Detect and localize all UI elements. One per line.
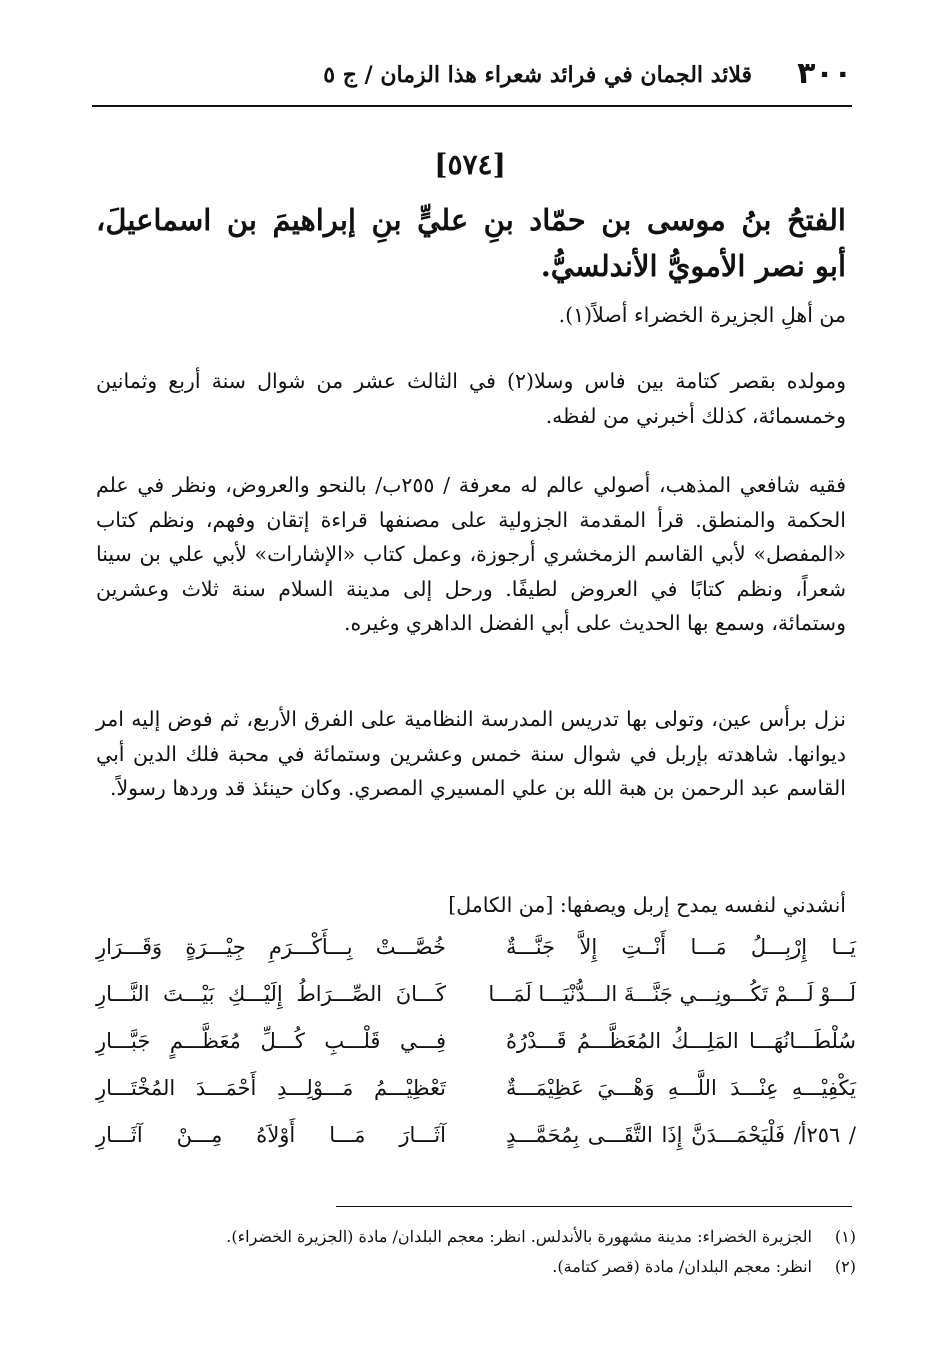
verse-line — [96, 1123, 856, 1167]
poem — [96, 935, 856, 1175]
entry-title-line-1: الفتحُ بنُ موسى بن حمّاد بنِ عليٍّ بنِ إبراهيمَ بن اسماعيلَ، — [96, 203, 846, 237]
footnote-mark: (١) — [834, 1227, 856, 1246]
verse-first-hemistich: / ٢٥٦أ/ فَلْيَحْمَـــدَنَّ إِذَا التَّقَـــى بِمُحَمَّـــدٍ — [506, 1123, 856, 1147]
verse-second-hemistich: تَعْظِيْـــمُ مَـــوْلِـــدِ أَحْمَـــدَ المُخْتَـــارِ — [96, 1076, 446, 1100]
entry-number: [٥٧٤] — [434, 148, 506, 181]
running-title: قلائد الجمان في فرائد شعراء هذا الزمان / ج ٥ — [323, 62, 752, 88]
footnotes — [96, 1222, 856, 1282]
footnote-text: الجزيرة الخضراء: مدينة مشهورة بالأندلس. انظر: معجم البلدان/ مادة (الجزيرة الخضراء). — [226, 1227, 812, 1246]
verse-line — [96, 1029, 856, 1073]
verse-second-hemistich: آثَـــارَ مَـــا أَوْلاَهُ مِـــنْ آثَـــارِ — [96, 1123, 446, 1147]
running-header — [92, 48, 852, 98]
header-rule — [92, 105, 852, 107]
footnote — [96, 1222, 856, 1252]
paragraph-birth: ومولده بقصر كتامة بين فاس وسلا(٢) في الثالث عشر من شوال سنة أربع وثمانين وخمسمائة، كذلك أخبرني من لفظه. — [96, 369, 846, 428]
footnote-text: انظر: معجم البلدان/ مادة (قصر كتامة). — [552, 1257, 812, 1276]
verse-second-hemistich: فِـــي قَلْـــبِ كُـــلِّ مُعَظَّـــمٍ جَبَّـــارِ — [96, 1029, 446, 1053]
verse-line — [96, 935, 856, 979]
verse-first-hemistich: لَـــوْ لَـــمْ تَكُـــونِـــي جَنَّـــةَ الـــدُّنْيَـــا لَمَـــا — [488, 982, 856, 1006]
paragraph-poem-intro: أنشدني لنفسه يمدح إربل ويصفها: [من الكامل] — [448, 893, 846, 917]
footnote-rule — [336, 1206, 852, 1207]
paragraph-scholarship: فقيه شافعي المذهب، أصولي عالم له معرفة / ٢٥٥ب/ بالنحو والعروض، ونظر في علم الحكمة والمنطق. قرأ المقدمة الجزولية على مصنفها قراءة إتقان وفهم، ونظم كتاب «المفصل» لأبي القاسم الزمخشري أرجوزة، وعمل كتاب «الإشارات» لأبي علي بن سينا شعراً، ونظم كتابًا في العروض لطيفًا. ورحل إلى مدينة السلام سنة ثلاث وعشرين وستمائة، وسمع بها الحديث على أبي الفضل الداهري وغيره. — [96, 473, 846, 635]
verse-line — [96, 1076, 856, 1120]
entry-title-line-2: أبو نصر الأمويُّ الأندلسيُّ. — [540, 249, 846, 283]
footnote-mark: (٢) — [834, 1257, 856, 1276]
verse-second-hemistich: كَـــانَ الصِّـــرَاطُ إِلَيْـــكِ بَيْـــتَ النَّـــارِ — [96, 982, 446, 1006]
footnote — [96, 1252, 856, 1282]
page-number: ٣٠٠ — [797, 56, 852, 91]
verse-line — [96, 982, 856, 1026]
verse-second-hemistich: خُصَّـــتْ بِـــأَكْـــرَمِ جِيْـــرَةٍ وَقَـــرَارِ — [96, 935, 446, 959]
paragraph-career: نزل برأس عين، وتولى بها تدريس المدرسة النظامية على الفرق الأربع، ثم فوض إليه امر ديوانها. شاهدته بإربل في شوال سنة خمس وعشرين وستمائة في محبة فلك الدين أبي القاسم عبد الرحمن بن هبة الله بن علي المسيري المصري. وكان حينئذ قد وردها رسولاً. — [96, 707, 846, 800]
verse-first-hemistich: يَكْفِيْـــهِ عِنْـــدَ اللَّـــهِ وَهْـــيَ عَظِيْمَـــةٌ — [506, 1076, 856, 1100]
verse-first-hemistich: يَــا إِرْبِـــلُ مَـــا أَنْــتِ إِلاَّ جَنَّـــةٌ — [506, 935, 856, 959]
paragraph-origin: من أهلِ الجزيرة الخضراء أصلاً(١). — [558, 303, 846, 327]
verse-first-hemistich: سُلْطَـــانُهَـــا المَلِـــكُ المُعَظَّـــمُ قَـــدْرُهُ — [506, 1029, 856, 1053]
